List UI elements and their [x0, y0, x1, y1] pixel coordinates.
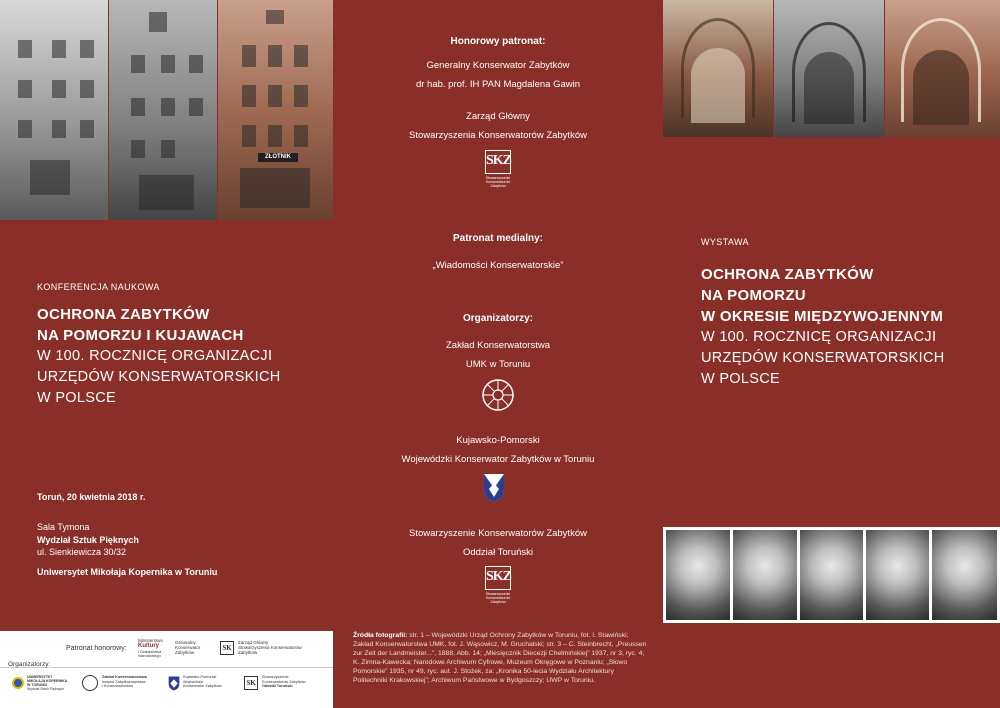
conference-subtitle-line: W 100. ROCZNICĘ ORGANIZACJI — [37, 348, 273, 364]
organizer-wkz: Kujawsko-Pomorski Wojewódzki Konserwator Zabytków w Toruniu — [401, 435, 595, 465]
organizer-skz-torun: Stowarzyszenie Konserwatorów Zabytków Oddział Toruński — [409, 528, 587, 558]
media-heading: Patronat medialny: — [452, 233, 544, 244]
exhibition-subtitle-line: URZĘDÓW KONSERWATORSKICH — [701, 350, 945, 366]
skz-footer-icon: SK — [220, 641, 234, 655]
patronat-heading: Honorowy patronat: — [450, 36, 546, 47]
conference-title — [37, 304, 327, 409]
conference-title-line: OCHRONA ZABYTKÓW — [37, 306, 210, 323]
coat-of-arms-icon — [168, 676, 180, 691]
rosette-icon — [82, 675, 98, 691]
exhibition-title-line: OCHRONA ZABYTKÓW — [701, 266, 874, 283]
portrait-1 — [666, 530, 730, 620]
photo-sources — [353, 631, 648, 685]
venue — [37, 521, 139, 559]
exhibition-subtitle-line: W 100. ROCZNICĘ ORGANIZACJI — [701, 329, 937, 345]
logo-skz-torun: Stowarzyszenie Konserwatorów Zabytków Oddział Toruński — [262, 675, 306, 688]
exhibition-label: WYSTAWA — [701, 237, 749, 247]
logo-gkz: Generalny Konserwator Zabytków — [175, 640, 201, 655]
conference-title-line: NA POMORZU I KUJAWACH — [37, 327, 244, 344]
portrait-3 — [800, 530, 863, 620]
skz-logo-caption: Stowarzyszenie Konserwatorów Zabytków — [485, 176, 511, 188]
venue-room: Sala Tymona — [37, 522, 90, 532]
venue-faculty: Wydział Sztuk Pięknych — [37, 534, 139, 545]
rosette-logo-icon — [481, 378, 515, 412]
sources-text: str. 1 – Wojewódzki Urząd Ochrony Zabytków w Toruniu, fot. I. Stawiński; Zakład Konserwatorstwa UMK, fot. J. Wąsowicz, M. Gruchalski; str. 3 – C. Steinbrecht, „Preussen zur Zeit der Landmeister...”, 1888, Abb. 14; „Miesięcznik Diecezji Chełmińskiej” 1937, nr 3, ryc. 4; K. Zimna-Kawecka; Narodowe Archiwum Cyfrowe, Muzeum Okręgowe w Poznaniu; „Słowo Pomorskie” 1935, nr 49, ryc. aut. J. Stożek, za: „Kronika 50-lecia Wydziału Architektury Politechniki Krakowskiej”; Archiwum Państwowe w Bydgoszczy; UWP w Toruniu. — [353, 632, 647, 684]
umk-emblem-icon — [12, 677, 24, 689]
exhibition-title-line: W OKRESIE MIĘDZYWOJENNYM — [701, 308, 944, 325]
exhibition-subtitle-line: W POLSCE — [701, 371, 780, 387]
exhibition-title — [701, 264, 996, 390]
photo-townhouse-old-2 — [109, 0, 217, 220]
middle-panel — [333, 0, 663, 708]
media-name: „Wiadomości Konserwatorskie” — [432, 260, 564, 271]
photo-townhouse-old-1 — [0, 0, 108, 220]
photo-gothic-portal-3 — [885, 0, 1000, 137]
photo-townhouse-restored — [218, 0, 333, 220]
photo-gothic-portal-2 — [774, 0, 884, 137]
portrait-2 — [733, 530, 797, 620]
skz-logo-torun — [333, 566, 663, 604]
organizer-umk: Zakład Konserwatorstwa UMK w Toruniu — [445, 340, 551, 370]
conference-subtitle-line: URZĘDÓW KONSERWATORSKICH — [37, 369, 281, 385]
footer-logos — [0, 631, 333, 708]
logo-wkz: Kujawsko-Pomorski Wojewódzki Konserwator Zabytków — [183, 675, 222, 688]
patron-skz: Zarząd Główny Stowarzyszenia Konserwatorów Zabytków — [409, 111, 587, 141]
skz-logo-caption: Stowarzyszenie Konserwatorów Zabytków — [485, 592, 511, 604]
portrait-4 — [866, 530, 929, 620]
skz-logo — [333, 150, 663, 188]
skz-monogram: SKZ — [485, 150, 511, 174]
conference-subtitle-line: W POLSCE — [37, 390, 116, 406]
conference-date: Toruń, 20 kwietnia 2018 r. — [37, 492, 146, 502]
organizatorzy-label: Organizatorzy: — [8, 661, 51, 668]
portrait-strip — [663, 527, 1000, 623]
university-name: Uniwersytet Mikołaja Kopernika w Toruniu — [37, 567, 218, 577]
logo-ministry: Ministerstwo Kultury i Dziedzictwa Narodowego — [138, 638, 164, 658]
right-panel — [663, 0, 1000, 708]
organizers-heading: Organizatorzy: — [462, 313, 533, 324]
sources-label: Źródła fotografii: — [353, 632, 408, 639]
logo-zg-skz: Zarząd Główny Stowarzyszenia Konserwatorów Zabytków — [238, 640, 302, 655]
logo-zaklad: Zakład Konserwatorstwa Instytut Zabytkoznawstwa i Konserwatorstwa — [102, 675, 147, 688]
logo-umk: UNIWERSYTET MIKOŁAJA KOPERNIKA W TORUNIU Wydział Sztuk Pięknych — [27, 675, 68, 691]
conference-label: KONFERENCJA NAUKOWA — [37, 282, 160, 292]
patronat-label: Patronat honorowy: — [66, 645, 127, 652]
exhibition-title-line: NA POMORZU — [701, 287, 806, 304]
coat-of-arms-kujawsko-pomorskie-icon — [483, 473, 505, 503]
patron-gkz: Generalny Konserwator Zabytków dr hab. prof. IH PAN Magdalena Gawin — [415, 60, 581, 90]
portrait-5 — [932, 530, 997, 620]
venue-street: ul. Sienkiewicza 30/32 — [37, 547, 127, 557]
skz-small-icon: SK — [244, 676, 258, 690]
photo-gothic-portal-1 — [663, 0, 773, 137]
shop-sign: ZŁOTNIK — [258, 153, 298, 162]
skz-monogram: SKZ — [485, 566, 511, 590]
left-panel — [0, 0, 333, 708]
